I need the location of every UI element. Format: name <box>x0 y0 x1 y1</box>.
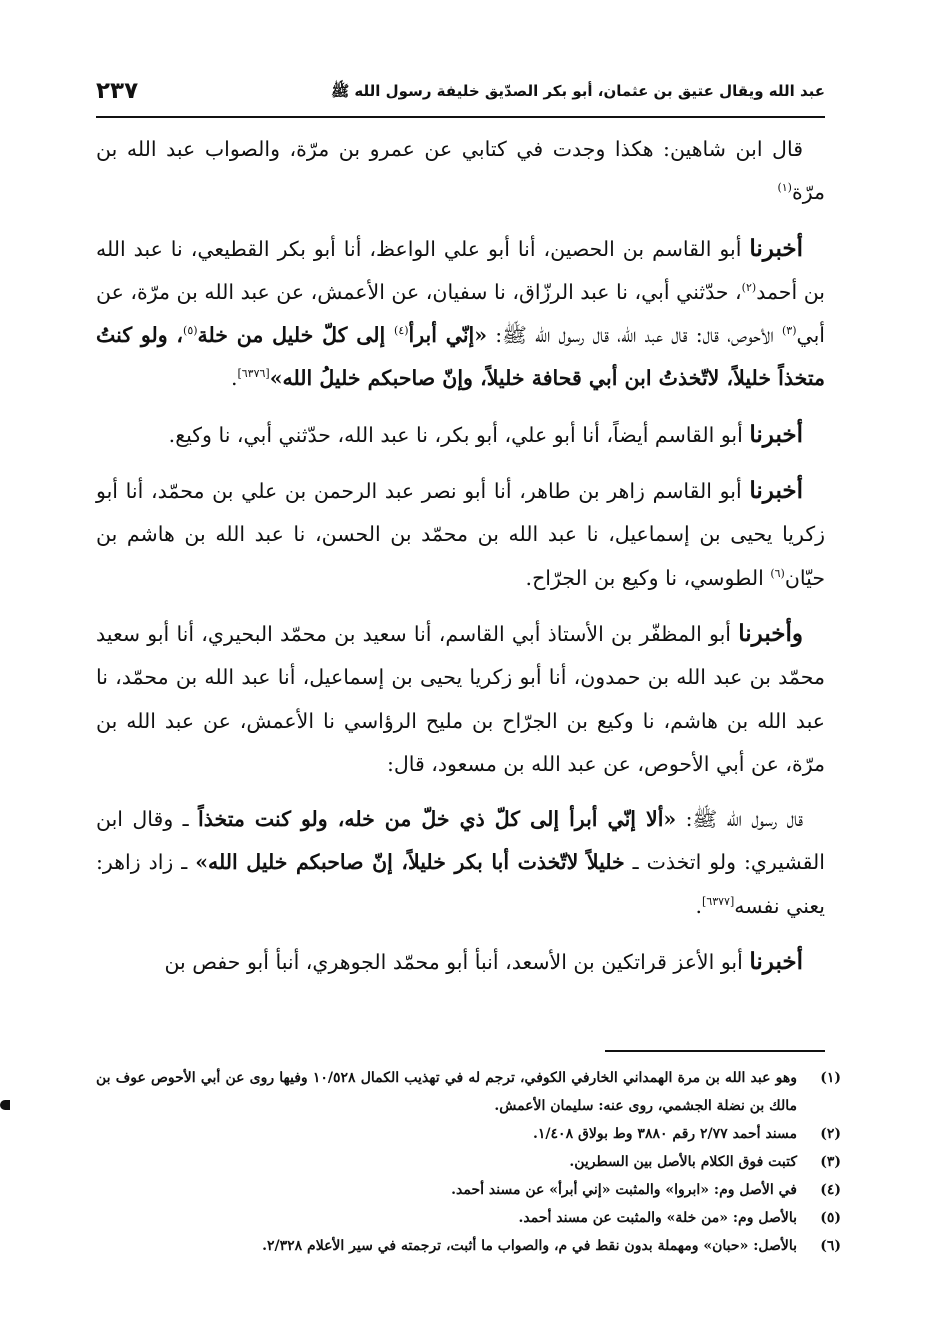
paragraph-2 <box>96 227 825 401</box>
footnotes <box>96 1064 841 1260</box>
footnote-number: (٤) <box>820 1182 841 1198</box>
page-number: ٢٣٧ <box>96 78 139 104</box>
akhbarana-lead: أخبرنا <box>749 420 803 448</box>
isnad-text: أبو القاسم بن الحصين، أنا أبو علي الواعظ، أنا أبو بكر القطيعي، نا عبد الله بن أحمد <box>96 236 826 304</box>
footnote-5 <box>96 1204 841 1232</box>
isnad-text: الأحوص، قال: قال عبد الله، قال رسول الله ﷺ: <box>487 323 782 348</box>
akhbarana-lead: وأخبرنا <box>738 619 803 647</box>
footnote-ref: (٢) <box>741 281 757 295</box>
footnote-ref: (٤) <box>394 324 409 338</box>
footnote-text: كتبت فوق الكلام بالأصل بين السطرين. <box>569 1154 797 1170</box>
paragraph-3 <box>96 413 825 457</box>
running-title: عبد الله ويقال عتيق بن عثمان، أبو بكر الصدّيق خليفة رسول الله ﷺ <box>331 82 825 100</box>
paragraph-text: ـ زاد زاهر: يعني نفسه <box>96 850 825 918</box>
footnote-text: بالأصل وم: «من خلة» والمثبت عن مسند أحمد. <box>518 1210 797 1226</box>
paragraph-5 <box>96 612 825 786</box>
footnote-text: في الأصل وم: «ابروا» والمثبت «إني أبرأ» عن مسند أحمد. <box>451 1182 797 1198</box>
isnad-text: أبو الأعز قراتكين بن الأسعد، أنبأ أبو محمّد الجوهري، أنبأ أبو حفص بن <box>164 950 750 975</box>
paragraph-7 <box>96 940 825 984</box>
running-header <box>96 72 825 118</box>
footnote-ref: (٦) <box>770 566 785 580</box>
footnote-number: (٢) <box>820 1126 841 1142</box>
hadith-number: [٦٣٧٧] <box>702 894 735 908</box>
hadith-quote: خليلاً لاتّخذت أبا بكر خليلاً، إنّ صاحبكم خليل الله» <box>195 850 625 875</box>
footnote-ref: (٣) <box>781 324 797 338</box>
isnad-text: أبو القاسم أيضاً، أنا أبو علي، أبو بكر، نا عبد الله، حدّثني أبي، نا وكيع. <box>168 422 750 447</box>
paragraph-text: قال رسول الله ﷺ: <box>676 807 803 832</box>
isnad-text: أبو المظفّر بن الأستاذ أبي القاسم، أنا سعيد بن محمّد البحيري، أنا أبو سعيد محمّد بن عبد الله بن حمدون، أنا أبو زكريا يحيى بن إسماعيل، أنا عبد الله بن محمّد، نا عبد الله بن هاشم، نا وكيع بن الجرّاح بن مليح الرؤاسي نا الأعمش، عن عبد الله بن مرّة، عن أبي الأحوص، عن عبد الله بن مسعود، قال: <box>96 621 825 776</box>
footnote-number: (١) <box>820 1070 841 1086</box>
footnote-text: بالأصل: «حبان» ومهملة بدون نقط في م، والصواب ما أثبت، ترجمته في سير الأعلام ٢/٣٢٨. <box>262 1238 797 1254</box>
hadith-quote: «ألا إنّي أبرأ إلى كلّ ذي خلّ من خله، ولو كنت متخذاً <box>198 807 677 832</box>
hadith-quote: «إنّي أبرأ <box>408 323 488 348</box>
hadith-quote: ، ولو كنتُ متخذاً خليلاً، لاتّخذتُ ابن أبي قحافة خليلاً، وإنّ صاحبكم خليلُ الله» <box>96 323 825 391</box>
sentence-end: . <box>695 893 703 918</box>
footnote-text: مسند أحمد ٢/٧٧ رقم ٣٨٨٠ وط بولاق ١/٤٠٨. <box>533 1126 797 1142</box>
isnad-text: ، حدّثني أبي، نا عبد الرزّاق، نا سفيان، عن الأعمش، عن عبد الله بن مرّة، عن أبي <box>96 279 825 348</box>
footnote-1 <box>96 1064 841 1120</box>
akhbarana-lead: أخبرنا <box>749 477 803 505</box>
footnote-number: (٣) <box>820 1154 841 1170</box>
paragraph-6 <box>96 798 825 928</box>
footnote-2 <box>96 1120 841 1148</box>
isnad-text: أبو القاسم زاهر بن طاهر، أنا أبو نصر عبد الرحمن بن علي بن محمّد، أنا أبو زكريا يحيى بن إسماعيل، نا عبد الله بن محمّد بن الحسن، نا عبد الله بن هاشم بن حيّان <box>96 479 825 590</box>
paragraph-text: قال ابن شاهين: هكذا وجدت في كتابي عن عمرو بن مرّة، والصواب عبد الله بن مرّة <box>96 137 825 205</box>
sentence-end: . <box>230 366 238 391</box>
isnad-text: الطوسي، نا وكيع بن الجرّاح. <box>525 565 771 590</box>
paragraph-1 <box>96 128 825 215</box>
footnote-number: (٥) <box>820 1210 841 1226</box>
scan-margin-mark <box>0 1100 10 1110</box>
paragraph-4 <box>96 469 825 600</box>
footnote-text: وهو عبد الله بن مرة الهمداني الخارفي الكوفي، ترجم له في تهذيب الكمال ١٠/٥٢٨ وفيها روى عن أبي الأحوص عوف بن مالك بن نضلة الجشمي، روى عنه: سليمان الأعمش. <box>96 1070 797 1114</box>
footnote-ref: (١) <box>777 181 792 195</box>
hadith-quote: إلى كلّ خليل من خلة <box>197 323 395 348</box>
footnote-separator <box>605 1050 825 1052</box>
akhbarana-lead: أخبرنا <box>749 234 803 262</box>
hadith-number: [٦٣٧٦] <box>237 367 270 381</box>
footnote-6 <box>96 1232 841 1260</box>
footnote-number: (٦) <box>820 1238 841 1254</box>
akhbarana-lead: أخبرنا <box>749 948 803 976</box>
footnote-3 <box>96 1148 841 1176</box>
paragraph-text: ـ وقال ابن القشيري: ولو اتخذت ـ <box>96 807 825 875</box>
footnote-ref: (٥) <box>183 324 198 338</box>
footnote-4 <box>96 1176 841 1204</box>
main-text <box>96 128 825 996</box>
